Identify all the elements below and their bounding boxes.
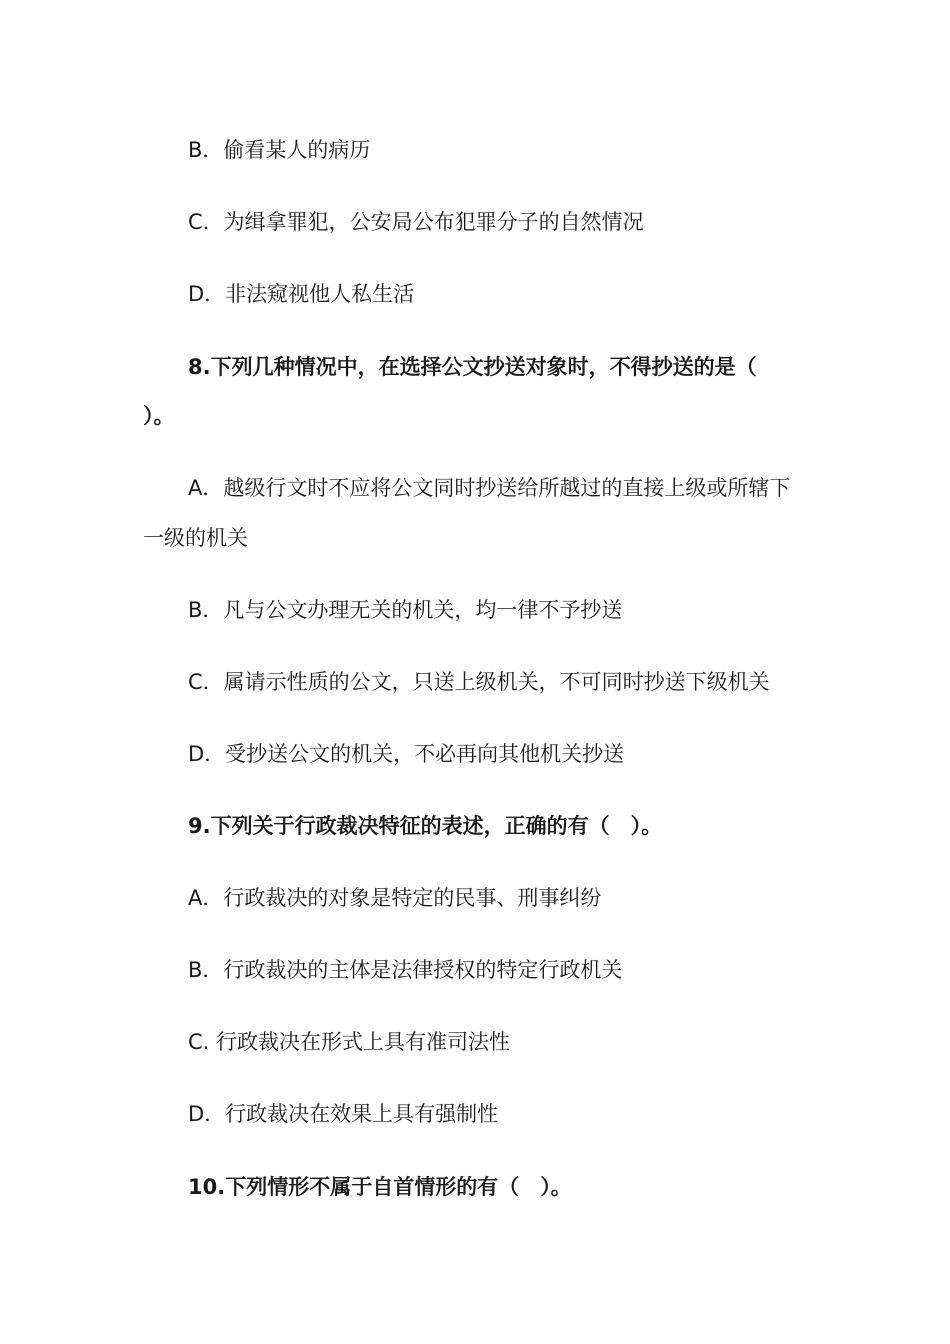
q9-option-c: C. 行政裁决在形式上具有准司法性 [188,1030,511,1054]
q8-question-line2: ）。 [143,404,175,428]
q10-question: 10.下列情形不属于自首情形的有（ ）。 [188,1175,572,1199]
q7-option-b: B．偷看某人的病历 [188,138,371,162]
q7-option-c: C．为缉拿罪犯，公安局公布犯罪分子的自然情况 [188,210,644,234]
q9-option-b: B．行政裁决的主体是法律授权的特定行政机关 [188,958,623,982]
q8-option-d: D．受抄送公文的机关，不必再向其他机关抄送 [188,742,625,766]
q9-option-a: A．行政裁决的对象是特定的民事、刑事纠纷 [188,886,602,910]
q8-option-c: C．属请示性质的公文，只送上级机关，不可同时抄送下级机关 [188,670,770,694]
q8-option-a-line2: 一级的机关 [143,526,248,550]
q8-option-a-line1: A．越级行文时不应将公文同时抄送给所越过的直接上级或所辖下 [188,476,791,500]
q8-question-line1: 8.下列几种情况中，在选择公文抄送对象时，不得抄送的是（ [188,355,757,379]
q9-option-d: D．行政裁决在效果上具有强制性 [188,1102,499,1126]
q9-question: 9.下列关于行政裁决特征的表述，正确的有（ ）。 [188,814,663,838]
q7-option-d: D．非法窥视他人私生活 [188,282,415,306]
q8-option-b: B．凡与公文办理无关的机关，均一律不予抄送 [188,598,623,622]
